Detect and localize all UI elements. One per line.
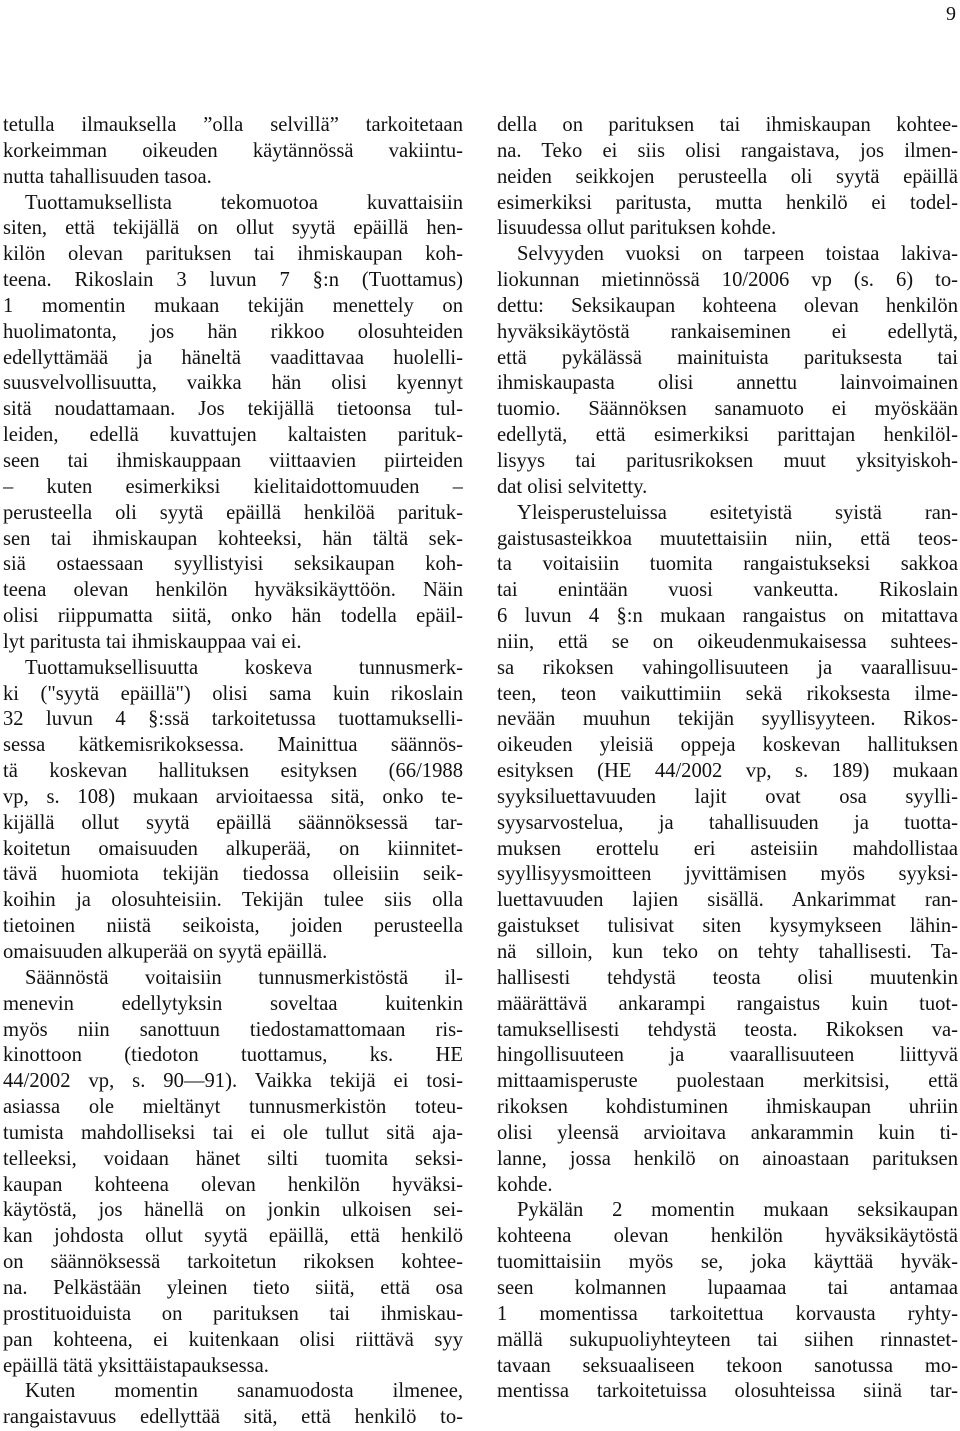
text-line: rikoksen kohdistuminen ihmiskaupan uhriin [497,1096,958,1119]
text-line: on säännöksessä tarkoitetun rikoksen kohtee- [3,1251,463,1274]
text-line: dettu: Seksikaupan kohteena olevan henkilön [497,294,958,317]
text-line: esimerkiksi paritusta, mutta henkilö ei todel- [497,191,958,214]
text-line: käytöstä, jos hänellä on jonkin ulkoisen sei- [3,1199,463,1222]
text-line: Tuottamuksellista tekomuotoa kuvattaisiin [25,191,463,214]
text-line: niin, että se on oikeudenmukaisessa suhtees- [497,630,958,653]
text-line: syyksiluettavuuden lajit ovat osa syylli- [497,785,958,808]
text-line: omaisuuden alkuperää on syytä epäillä. [3,941,328,963]
text-line: teena. Rikoslain 3 luvun 7 §:n (Tuottamus) [3,269,463,292]
text-line: ki ("syytä epäillä") olisi sama kuin rikoslain [3,682,463,705]
text-line: siä ostaessaan syyllistyisi seksikaupan koh- [3,553,463,576]
text-line: lisuudessa ollut parituksen kohde. [497,217,777,240]
text-line: Tuottamuksellisuutta koskeva tunnusmerk- [25,656,463,679]
text-line: tumista mahdolliseksi tai ei ole tullut sitä aja- [3,1121,463,1144]
text-line: tetulla ilmauksella ”olla selvillä” tarkoitetaan [3,114,463,136]
text-line: olisi riippumatta siitä, onko hän todella epäil- [3,605,463,628]
text-line: asiassa ole mieltänyt tunnusmerkistön toteu- [3,1096,463,1119]
text-line: sitä noudattamaan. Jos tekijällä tietoonsa tul- [3,398,463,421]
right-text-column [497,113,958,1405]
text-line: kinottoon (tiedoton tuottamus, ks. HE [3,1044,463,1067]
text-line: mentissa tarkoitetuissa olosuhteissa siinä tar- [497,1380,958,1403]
text-line: Selvyyden vuoksi on tarpeen toistaa lakiva- [517,243,958,266]
text-line: na. Pelkästään yleinen tieto siitä, että osa [3,1276,463,1299]
text-line: ihmiskaupasta olisi annettu lainvoimainen [497,372,958,395]
text-line: tai enintään vuosi vankeutta. Rikoslain [497,579,958,602]
text-line: tavaan seksuaaliseen tekoon sanotussa mo- [497,1354,958,1377]
text-line: nevään muuhun tekijän syyllisyyteen. Rikos- [497,708,958,731]
text-line: syyllisyysmoitteen jyvittämisen myös syyksi- [497,863,958,886]
text-line: luettavuuden lajien sisällä. Ankarimmat ran- [497,889,958,912]
text-line: kohteena olevan henkilön hyväksikäytöstä [497,1225,958,1248]
text-line: esityksen (HE 44/2002 vp, s. 189) mukaan [497,760,958,783]
text-line: sa rikoksen vahingollisuuteen ja vaarallisuu- [497,656,958,679]
text-line: tuomittaisiin myös se, joka käyttää hyväk- [497,1251,958,1274]
text-line: gaistusasteikkoa muutettaisiin niin, että teos- [497,527,958,550]
text-line: vp, s. 108) mukaan arvioitaessa sitä, onko te- [3,785,463,808]
text-line: gaistukset tulisivat siten kysymykseen lähin- [497,915,958,938]
text-line: kijällä ollut syytä epäillä säännöksessä tar- [3,811,463,834]
text-line: myös niin sanottuun tiedostamattomaan ris- [3,1018,463,1041]
text-line: 6 luvun 4 §:n mukaan rangaistus on mitattava [497,605,958,628]
text-line: tietoinen niistä seikoista, joiden perusteella [3,915,463,938]
text-line: teena olevan henkilön hyväksikäyttöön. Näin [3,579,463,602]
text-line: että pykälässä mainituista parituksesta tai [497,346,958,369]
text-line: lyt paritusta tai ihmiskauppaa vai ei. [3,630,302,653]
text-line: korkeimman oikeuden käytännössä vakiintu- [3,139,463,162]
text-line: na. Teko ei siis olisi rangaistava, jos ilmen- [497,139,958,162]
text-line: 1 momentin mukaan tekijän menettely on [3,294,463,317]
text-line: ta voitaisiin tuomita rangaistukseksi sakkoa [497,553,958,576]
text-line: – kuten esimerkiksi kielitaidottomuuden – [3,475,463,498]
page-number: 9 [946,3,956,25]
text-line: Säännöstä voitaisiin tunnusmerkistöstä il- [25,966,463,989]
text-line: lanne, jossa henkilö on ainoastaan parituksen [497,1147,958,1170]
text-line: menevin edellytyksin soveltaa kuitenkin [3,992,463,1015]
text-line: neiden seikkojen perusteella oli syytä epäillä [497,165,958,188]
left-text-column [3,113,463,1431]
text-line: della on parituksen tai ihmiskaupan kohtee- [497,114,958,136]
text-line: olisi yleensä arvioitava ankarammin kuin ti- [497,1121,958,1144]
text-line: tamuksellisesti tehdystä teosta. Rikoksen va- [497,1018,958,1041]
text-line: nä silloin, kun teko on tehty tahallisesti. Ta- [497,941,958,963]
text-line: huolimatonta, jos hän rikkoo olosuhteiden [3,320,463,343]
text-line: prostituoiduista on parituksen tai ihmiskau- [3,1302,463,1325]
text-line: edellytä, että esimerkiksi parittajan henkilöl- [497,424,958,447]
text-line: koitetun omaisuuden alkuperää, on kiinnitet- [3,837,463,860]
text-line: perusteella oli syytä epäillä henkilöä parituk- [3,501,463,524]
text-line: rangaistavuus edellyttää sitä, että henkilö to- [3,1406,463,1429]
text-line: kaupan kohteena olevan henkilön hyväksi- [3,1173,463,1196]
text-line: seen tai ihmiskauppaan viittaavien piirteiden [3,449,463,472]
text-line: sen tai ihmiskaupan kohteeksi, hän tältä sek- [3,527,463,550]
text-line: edellyttämää ja häneltä vaadittavaa huolelli- [3,346,463,369]
text-line: 1 momentissa tarkoitettua korvausta ryhty- [497,1302,958,1325]
text-line: tuomio. Säännöksen sanamuoto ei myöskään [497,398,958,421]
text-line: 44/2002 vp, s. 90—91). Vaikka tekijä ei tosi- [3,1070,463,1093]
text-line: Kuten momentin sanamuodosta ilmenee, [25,1380,463,1403]
text-line: teen, teon vaikuttimiin sekä rikoksesta ilme- [497,682,958,705]
text-line: hallisesti tehdystä teosta olisi muutenkin [497,966,958,989]
text-line: lisyys tai paritusrikoksen muut yksityiskoh- [497,449,958,472]
text-line: hyväksikäytöstä rankaiseminen ei edellytä, [497,320,958,343]
text-line: dat olisi selvitetty. [497,475,648,498]
text-line: sessa kätkemisrikoksessa. Mainittua säännös- [3,734,463,757]
text-line: syysarvostelua, ja tahallisuuden ja tuotta- [497,811,958,834]
text-line: muksen erottelu eri asteisiin mahdollistaa [497,837,958,860]
text-line: nutta tahallisuuden tasoa. [3,165,212,188]
text-line: tävä huomiota tekijän tiedossa olleisiin seik- [3,863,463,886]
text-line: suusvelvollisuutta, vaikka hän olisi kyennyt [3,372,463,395]
text-line: kohde. [497,1173,553,1196]
text-line: siten, että tekijällä on ollut syytä epäillä hen- [3,217,463,240]
text-line: kan johdosta ollut syytä epäillä, että henkilö [3,1225,463,1248]
text-line: hingollisuuteen ja vaarallisuuteen liittyvä [497,1044,958,1067]
text-line: seen kolmannen lupaamaa tai antamaa [497,1276,958,1299]
text-line: mittaamisperuste puolestaan merkitsisi, että [497,1070,958,1093]
text-line: oikeuden yleisiä oppeja koskevan hallituksen [497,734,958,757]
text-line: liokunnan mietinnössä 10/2006 vp (s. 6) to- [497,269,958,292]
text-line: leiden, edellä kuvattujen kaltaisten parituk- [3,424,463,447]
text-line: telleeksi, voidaan hänet silti tuomita seksi- [3,1147,463,1170]
text-line: 32 luvun 4 §:ssä tarkoitetussa tuottamukselli- [3,708,463,731]
text-line: epäillä tätä yksittäistapauksessa. [3,1354,269,1377]
text-line: määrättävä ankarampi rangaistus kuin tuot- [497,992,958,1015]
text-line: koihin ja olosuhteisiin. Tekijän tulee siis olla [3,889,463,912]
text-line: Yleisperusteluissa esitetyistä syistä ran- [517,501,958,524]
text-line: tä koskevan hallituksen esityksen (66/1988 [3,760,463,783]
text-line: pan kohteena, ei kuitenkaan olisi riittävä syy [3,1328,463,1351]
text-line: mällä sukupuoliyhteyteen tai siihen rinnastet- [497,1328,958,1351]
text-line: Pykälän 2 momentin mukaan seksikaupan [517,1199,958,1222]
text-line: kilön olevan parituksen tai ihmiskaupan koh- [3,243,463,266]
